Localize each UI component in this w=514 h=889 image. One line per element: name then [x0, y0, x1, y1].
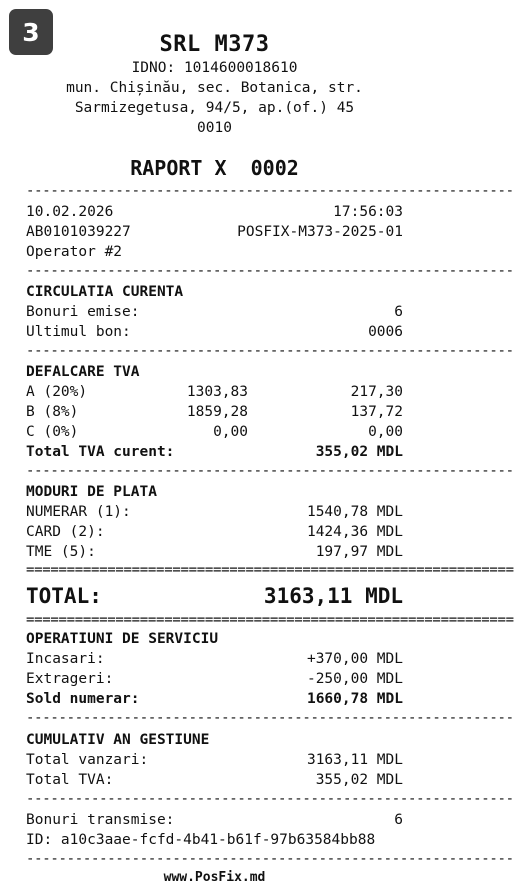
separator: ------------------------------------------------------------	[26, 710, 514, 726]
item-value: 355,02 MDL	[315, 772, 403, 788]
list-item	[26, 770, 403, 790]
item-label: Sold numerar:	[26, 691, 140, 707]
list-item	[26, 810, 403, 830]
section-title: OPERATIUNI DE SERVICIU	[26, 631, 219, 647]
operator-row	[26, 242, 403, 262]
company-address-line-1: mun. Chișinău, sec. Botanica, str.	[66, 80, 363, 96]
separator: ------------------------------------------------------------	[26, 183, 514, 199]
grand-total-row	[26, 582, 403, 610]
tva-total-row	[26, 442, 403, 462]
tva-base: 1303,83	[186, 384, 248, 400]
item-label: NUMERAR (1):	[26, 504, 131, 520]
document-id: ID: a10c3aae-fcfd-4b41-b61f-97b63584bb88	[26, 832, 376, 848]
list-item	[26, 649, 403, 669]
item-value: 1660,78 MDL	[306, 691, 403, 707]
item-label: Total TVA:	[26, 772, 114, 788]
item-value: 1540,78 MDL	[306, 504, 403, 520]
list-item	[26, 502, 403, 522]
separator: ------------------------------------------------------------	[26, 263, 514, 279]
item-label: TME (5):	[26, 544, 96, 560]
tva-row	[26, 422, 403, 442]
separator: ------------------------------------------------------------	[26, 791, 514, 807]
section-title: CUMULATIV AN GESTIUNE	[26, 732, 210, 748]
company-address-line-3: 0010	[197, 120, 232, 136]
date-time-row	[26, 202, 403, 222]
item-value: +370,00 MDL	[306, 651, 403, 667]
tva-row	[26, 382, 403, 402]
tva-amount: 217,30	[350, 384, 403, 400]
section-heading-operatiuni	[26, 629, 403, 649]
tva-amount: 0,00	[368, 424, 403, 440]
list-item	[26, 669, 403, 689]
item-value: -250,00 MDL	[306, 671, 403, 687]
item-value: 1424,36 MDL	[306, 524, 403, 540]
item-label: Bonuri emise:	[26, 304, 140, 320]
fiscal-id: POSFIX-M373-2025-01	[237, 224, 403, 240]
section-heading-circulatia	[26, 282, 403, 302]
separator: ------------------------------------------------------------	[26, 851, 514, 867]
document-id-row	[26, 830, 403, 850]
item-value: 6	[394, 304, 403, 320]
item-label: Ultimul bon:	[26, 324, 131, 340]
company-idno: IDNO: 1014600018610	[131, 60, 298, 76]
item-label: Total TVA curent:	[26, 444, 175, 460]
tva-base: 1859,28	[186, 404, 248, 420]
item-value: 3163,11 MDL	[306, 752, 403, 768]
page-number-badge: 3	[9, 9, 53, 55]
separator-double: ============================================================	[26, 562, 514, 578]
item-label: Extrageri:	[26, 671, 114, 687]
list-item	[26, 542, 403, 562]
register-row	[26, 222, 403, 242]
separator: ------------------------------------------------------------	[26, 343, 514, 359]
tva-rate: B (8%)	[26, 404, 79, 420]
item-label: Bonuri transmise:	[26, 812, 175, 828]
item-label: Incasari:	[26, 651, 105, 667]
company-name: SRL M373	[159, 32, 270, 57]
list-item	[26, 302, 403, 322]
item-label: Total vanzari:	[26, 752, 149, 768]
section-title: CIRCULATIA CURENTA	[26, 284, 184, 300]
company-address-line-2: Sarmizegetusa, 94/5, ap.(of.) 45	[74, 100, 355, 116]
section-title: DEFALCARE TVA	[26, 364, 140, 380]
report-date: 10.02.2026	[26, 204, 114, 220]
footer-website: www.PosFix.md	[163, 870, 266, 885]
report-title: RAPORT X 0002	[130, 156, 299, 180]
item-value: 6	[394, 812, 403, 828]
item-label: CARD (2):	[26, 524, 105, 540]
section-heading-cumulativ	[26, 730, 403, 750]
tva-rate: C (0%)	[26, 424, 79, 440]
item-value: 197,97 MDL	[315, 544, 403, 560]
item-value: 0006	[368, 324, 403, 340]
tva-rate: A (20%)	[26, 384, 88, 400]
tva-amount: 137,72	[350, 404, 403, 420]
list-item	[26, 750, 403, 770]
separator-double: ============================================================	[26, 612, 514, 628]
list-item	[26, 322, 403, 342]
report-time: 17:56:03	[333, 204, 403, 220]
total-value: 3163,11 MDL	[263, 584, 403, 608]
section-heading-tva	[26, 362, 403, 382]
list-item	[26, 522, 403, 542]
section-title: MODURI DE PLATA	[26, 484, 157, 500]
separator: ------------------------------------------------------------	[26, 463, 514, 479]
tva-base: 0,00	[213, 424, 248, 440]
tva-row	[26, 402, 403, 422]
sold-row	[26, 689, 403, 709]
total-label: TOTAL:	[26, 584, 102, 608]
register-number: AB0101039227	[26, 224, 131, 240]
operator: Operator #2	[26, 244, 123, 260]
section-heading-plata	[26, 482, 403, 502]
item-value: 355,02 MDL	[315, 444, 403, 460]
